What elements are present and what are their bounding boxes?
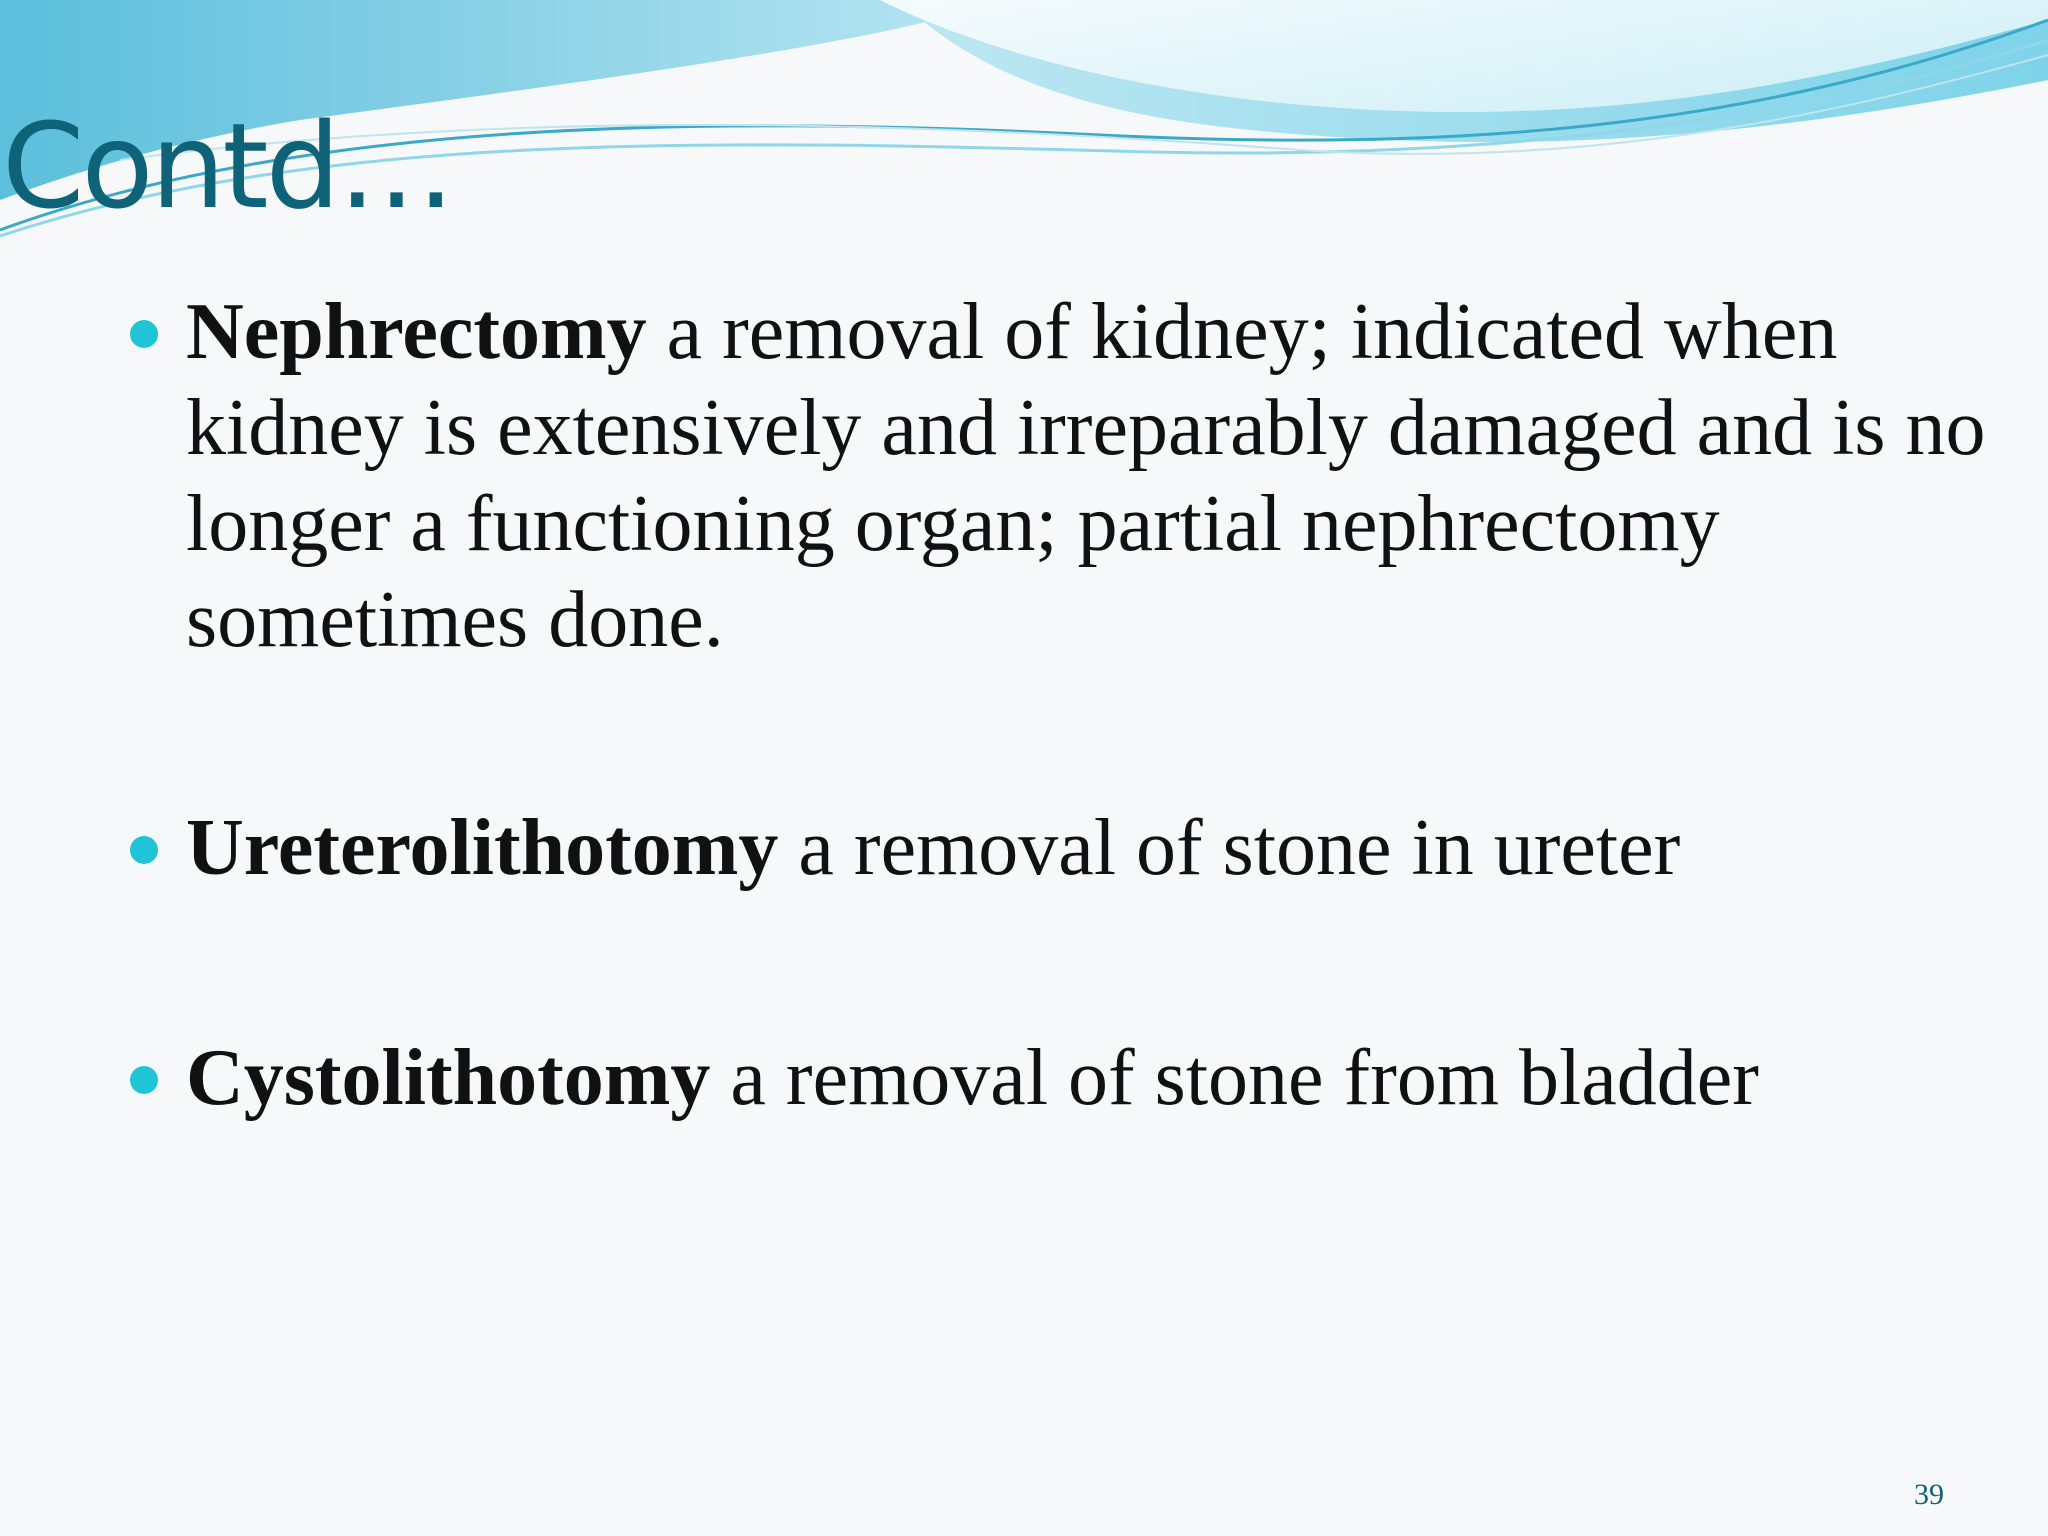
bullet-dot-icon <box>130 836 158 864</box>
bullet-dot-icon <box>130 320 158 348</box>
bullet-description: a removal of stone in ureter <box>778 804 1681 892</box>
bullet-dot-icon <box>130 1066 158 1094</box>
bullet-text <box>186 800 1986 896</box>
slide-title: Contd… <box>2 97 453 235</box>
bullet-description: a removal of kidney; indicated when kidney is extensively and irreparably damaged and is no longer a functioning organ; partial nephrectomy sometimes done. <box>186 288 1986 664</box>
bullet-text <box>186 1030 1986 1126</box>
bullet-description: a removal of stone from bladder <box>710 1034 1759 1122</box>
bullet-term: Nephrectomy <box>186 288 647 376</box>
page-number: 39 <box>1914 1478 1944 1511</box>
bullet-term: Ureterolithotomy <box>186 804 779 892</box>
bullet-term: Cystolithotomy <box>186 1034 711 1122</box>
bullet-text <box>186 284 1986 668</box>
